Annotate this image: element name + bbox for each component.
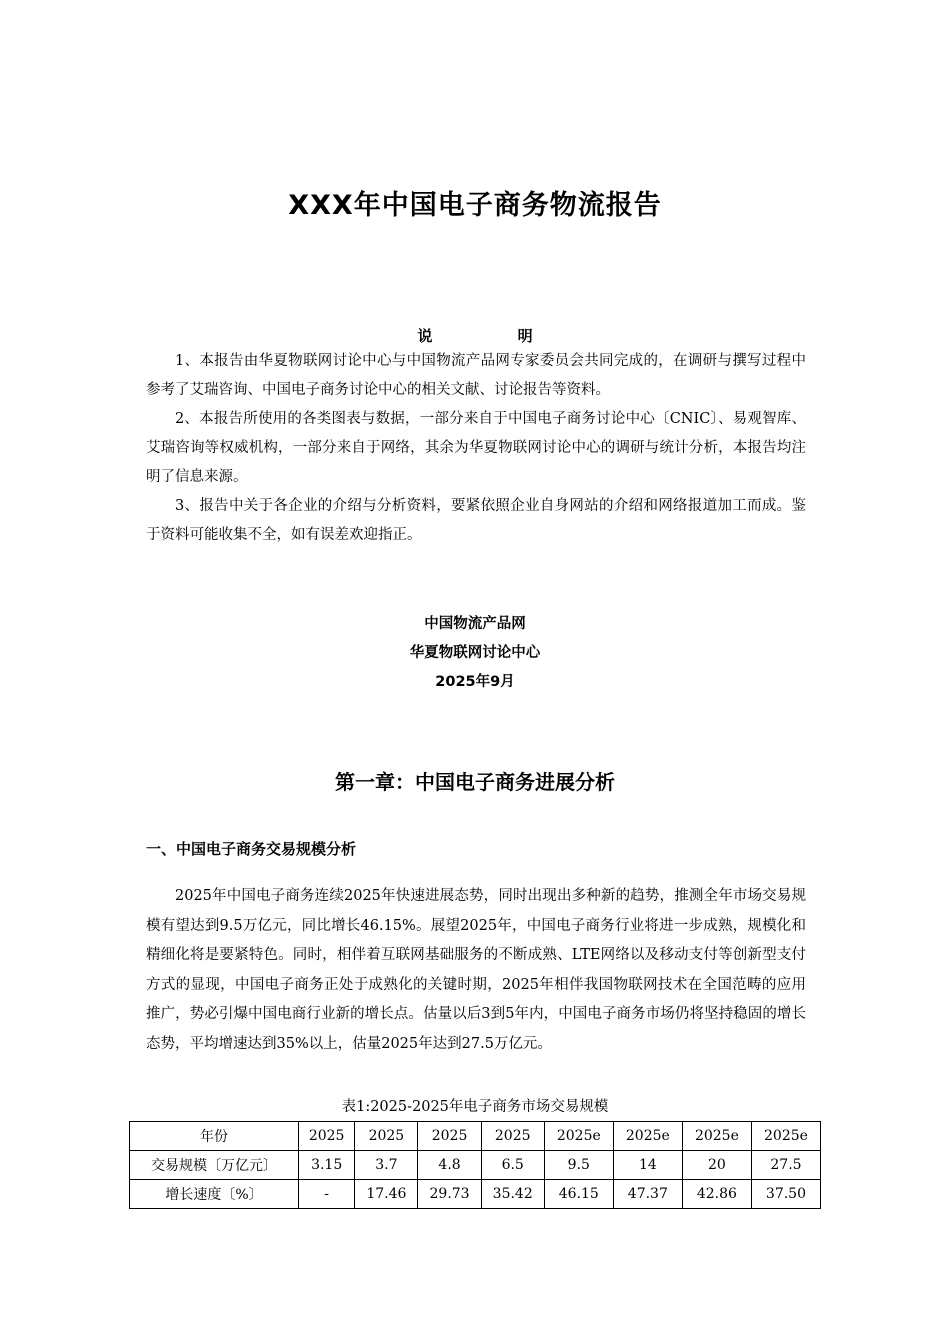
notes-list xyxy=(146,347,806,550)
table-cell: 46.15 xyxy=(544,1180,613,1209)
note-item: 1、本报告由华夏物联网讨论中心与中国物流产品网专家委员会共同完成的，在调研与撰写过程中参考了艾瑞咨询、中国电子商务讨论中心的相关文献、讨论报告等资料。 xyxy=(146,353,806,398)
table-cell: 35.42 xyxy=(481,1180,544,1209)
section-heading: 一、中国电子商务交易规模分析 xyxy=(146,840,357,858)
signature-org2: 华夏物联网讨论中心 xyxy=(409,645,541,661)
table-cell: 47.37 xyxy=(613,1180,682,1209)
table-cell: 3.15 xyxy=(299,1151,355,1180)
table-cell: 2025e xyxy=(751,1122,820,1151)
table-cell: 交易规模〔万亿元〕 xyxy=(130,1151,299,1180)
market-size-table xyxy=(129,1121,821,1209)
note-item: 2、本报告所使用的各类图表与数据，一部分来自于中国电子商务讨论中心〔CNIC〕、易观智库、艾瑞咨询等权威机构，一部分来自于网络，其余为华夏物联网讨论中心的调研与统计分析，本报告均注明了信息来源。 xyxy=(146,411,806,485)
table-cell: 27.5 xyxy=(751,1151,820,1180)
signature-org1: 中国物流产品网 xyxy=(424,616,526,632)
table-cell: 20 xyxy=(682,1151,751,1180)
table-caption: 表1:2025-2025年电子商务市场交易规模 xyxy=(341,1099,609,1115)
report-title: XXX年中国电子商务物流报告 xyxy=(288,190,662,221)
table-cell: 2025e xyxy=(682,1122,751,1151)
table-cell: 增长速度〔%〕 xyxy=(130,1180,299,1209)
table-cell: 2025 xyxy=(481,1122,544,1151)
table-row xyxy=(130,1122,821,1151)
table-row xyxy=(130,1151,821,1180)
table-cell: 17.46 xyxy=(355,1180,418,1209)
body-text: 2025年中国电子商务连续2025年快速进展态势，同时出现出多种新的趋势，推测全年市场交易规模有望达到9.5万亿元，同比增长46.15%。展望2025年，中国电子商务行业将进一步成熟，规模化和精细化将是要紧特色。同时，相伴着互联网基础服务的不断成熟、LTE网络以及移动支付等创新型支付方式的显现，中国电子商务正处于成熟化的关键时期，2025年相伴我国物联网技术在全国范畴的应用推广，势必引爆中国电商行业新的增长点。估量以后3到5年内，中国电子商务市场仍将坚持稳固的增长态势，平均增速达到35%以上，估量2025年达到27.5万亿元。 xyxy=(146,888,806,1052)
chapter-heading: 第一章：中国电子商务进展分析 xyxy=(335,770,615,794)
note-item: 3、报告中关于各企业的介绍与分析资料，要紧依照企业自身网站的介绍和网络报道加工而成。鉴于资料可能收集不全，如有误差欢迎指正。 xyxy=(146,498,806,543)
table-cell: 2025e xyxy=(613,1122,682,1151)
body-paragraph xyxy=(146,882,806,1059)
table-row xyxy=(130,1180,821,1209)
table-cell: 3.7 xyxy=(355,1151,418,1180)
table-cell: 37.50 xyxy=(751,1180,820,1209)
table-cell: 4.8 xyxy=(418,1151,481,1180)
table-cell: 2025 xyxy=(355,1122,418,1151)
table-cell: 2025 xyxy=(418,1122,481,1151)
table-cell: 42.86 xyxy=(682,1180,751,1209)
table-cell: 年份 xyxy=(130,1122,299,1151)
table-cell: - xyxy=(299,1180,355,1209)
table-cell: 2025 xyxy=(299,1122,355,1151)
table-cell: 2025e xyxy=(544,1122,613,1151)
table-cell: 14 xyxy=(613,1151,682,1180)
table-cell: 29.73 xyxy=(418,1180,481,1209)
table-cell: 6.5 xyxy=(481,1151,544,1180)
table-cell: 9.5 xyxy=(544,1151,613,1180)
signature-date: 2025年9月 xyxy=(435,674,515,690)
notes-heading: 说 明 xyxy=(417,327,573,345)
